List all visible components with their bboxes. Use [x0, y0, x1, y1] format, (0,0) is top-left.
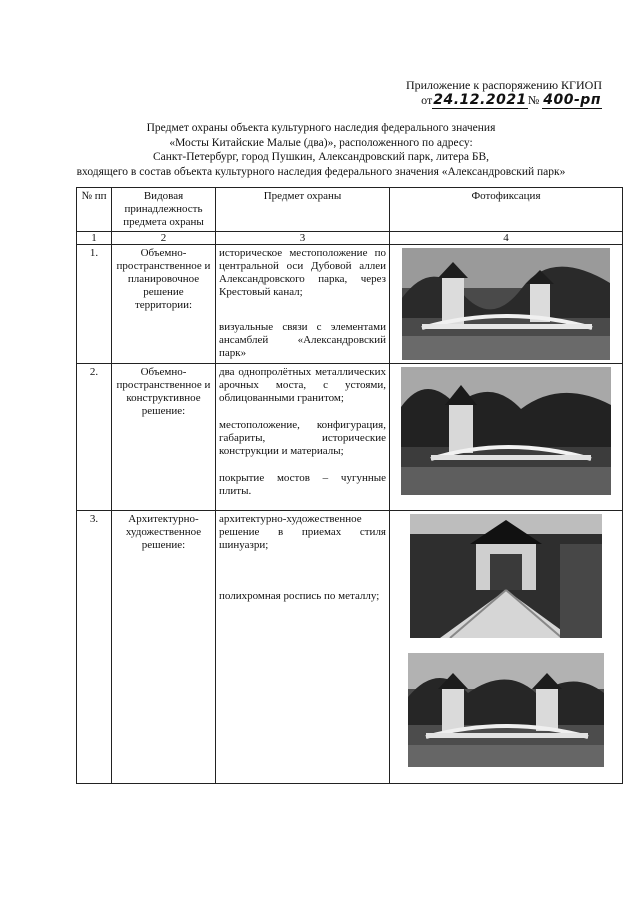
- index-2: 2: [112, 232, 216, 245]
- number-label: №: [527, 93, 540, 107]
- row-subject: [216, 364, 390, 511]
- subject-item: местоположение, конфигурация, габариты, исторические конструкции и материалы;: [219, 419, 386, 457]
- document-heading: [60, 121, 582, 179]
- from-label: от: [421, 93, 433, 107]
- subject-item: полихромная роспись по металлу;: [219, 590, 380, 602]
- pavilion-photo: [410, 514, 602, 638]
- bridge-photo: [401, 367, 611, 495]
- heading-line-1: Предмет охраны объекта культурного наследия федерального значения: [146, 122, 496, 134]
- subject-item: покрытие мостов – чугунные плиты.: [219, 472, 386, 497]
- table-index-row: [77, 232, 623, 245]
- row-number: 2.: [77, 364, 112, 511]
- order-number: 400-рп: [543, 92, 601, 108]
- row-photo: [390, 364, 623, 511]
- table-row: [77, 511, 623, 784]
- heading-line-2: «Мосты Китайские Малые (два)», расположенного по адресу:: [169, 136, 473, 149]
- row-number: 1.: [77, 245, 112, 364]
- table-row: [77, 245, 623, 364]
- table-header-row: [77, 188, 623, 232]
- appendix-note: [390, 78, 602, 108]
- subject-item: два однопролётных металлических арочных моста, с устоями, облицованными гранитом;: [219, 366, 386, 404]
- row-type: Объемно-пространственное и конструктивное решение:: [112, 364, 216, 511]
- row-type: Объемно-пространственное и планировочное решение территории:: [112, 245, 216, 364]
- subject-item: архитектурно-художественное решение в приемах стиля шинуазри;: [219, 513, 386, 551]
- header-subject: Предмет охраны: [216, 188, 390, 232]
- row-photo: [390, 245, 623, 364]
- row-subject: [216, 511, 390, 784]
- row-type: Архитектурно-художественное решение:: [112, 511, 216, 784]
- header-type: Видовая принадлежность предмета охраны: [112, 188, 216, 232]
- bridge-photo: [408, 653, 604, 767]
- index-4: 4: [390, 232, 623, 245]
- header-number: № пп: [77, 188, 112, 232]
- row-subject: [216, 245, 390, 364]
- row-number: 3.: [77, 511, 112, 784]
- appendix-date-line: [390, 93, 602, 108]
- index-3: 3: [216, 232, 390, 245]
- table-row: [77, 364, 623, 511]
- row-photo: [390, 511, 623, 784]
- subject-item: историческое местоположение по центральной оси Дубовой аллеи Александровского парка, через Крестовый канал;: [219, 247, 386, 298]
- index-1: 1: [77, 232, 112, 245]
- heading-line-4: входящего в состав объекта культурного наследия федерального значения «Александровский парк»: [76, 165, 566, 178]
- protection-subject-table: [76, 187, 623, 784]
- header-photo: Фотофиксация: [390, 188, 623, 232]
- appendix-title: Приложение к распоряжению КГИОП: [405, 78, 602, 92]
- heading-line-3: Санкт-Петербург, город Пушкин, Александровский парк, литера БВ,: [152, 151, 489, 163]
- bridge-photo: [402, 248, 610, 360]
- order-date: 24.12.2021: [433, 92, 527, 108]
- subject-item: визуальные связи с элементами ансамблей «Александровский парк»: [219, 321, 386, 359]
